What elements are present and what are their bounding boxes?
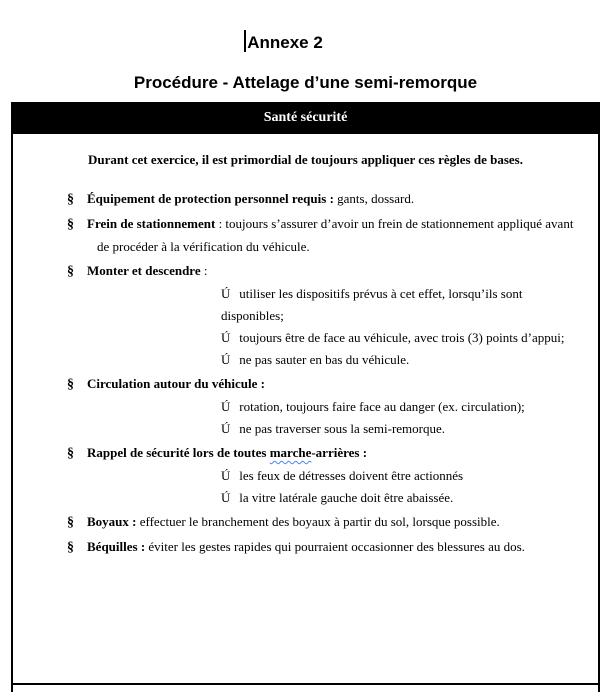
sub-bullet-item: Ú toujours être de face au véhicule, avec trois (3) points d’appui; — [97, 327, 584, 349]
list-item — [13, 373, 584, 440]
section-body — [11, 134, 600, 685]
section-sign-bullet: § — [67, 264, 74, 279]
sub-bullet-item: Ú les feux de détresses doivent être actionnés — [97, 465, 584, 487]
section-sign-bullet: § — [67, 377, 74, 392]
item-bold-text: Frein de stationnement — [87, 216, 216, 231]
page-title-text: Annexe 2 — [247, 33, 323, 52]
item-bold-text: Béquilles : — [87, 539, 146, 554]
arrow-bullet: Ú — [221, 330, 231, 345]
arrow-bullet: Ú — [221, 399, 231, 414]
sub-bullet-item: Ú ne pas sauter en bas du véhicule. — [97, 349, 584, 371]
section-header-bar: Santé sécurité — [11, 102, 600, 134]
item-regular-text: éviter les gestes rapides qui pourraient occasionner des blessures au dos. — [145, 539, 525, 554]
section-sign-bullet: § — [67, 192, 74, 207]
list-item — [13, 260, 584, 371]
item-regular-text: : — [200, 263, 208, 278]
item-regular-text: : toujours s’assurer d’avoir un frein de stationnement appliqué avant de procéder à la vérification du véhicule. — [97, 216, 574, 254]
section-sign-bullet: § — [67, 540, 74, 555]
sub-bullet-item: Ú ne pas traverser sous la semi-remorque. — [97, 418, 584, 440]
page-title — [0, 30, 611, 55]
sub-bullet-item: Ú rotation, toujours faire face au danger (ex. circulation); — [97, 396, 584, 418]
item-bold-text-after: -arrières : — [311, 445, 368, 460]
spellcheck-squiggle-text: marche — [269, 445, 312, 460]
arrow-bullet: Ú — [221, 468, 231, 483]
item-bold-text: Circulation autour du véhicule : — [87, 376, 265, 391]
text-cursor — [244, 30, 246, 52]
section-sign-bullet: § — [67, 515, 74, 530]
section-sign-bullet: § — [67, 446, 74, 461]
section-sign-bullet: § — [67, 217, 74, 232]
item-regular-text: effectuer le branchement des boyaux à partir du sol, lorsque possible. — [136, 514, 500, 529]
list-item — [13, 213, 584, 258]
safety-rules-list — [13, 188, 584, 559]
sub-bullet-item: Ú utiliser les dispositifs prévus à cet effet, lorsqu’ils sont disponibles; — [97, 283, 584, 327]
next-table-row-stub — [11, 685, 600, 692]
sub-bullet-group — [97, 283, 584, 371]
list-item — [13, 511, 584, 534]
list-item — [13, 442, 584, 509]
item-regular-text: gants, dossard. — [333, 191, 415, 206]
document-subtitle: Procédure - Attelage d’une semi-remorque — [133, 73, 478, 92]
arrow-bullet: Ú — [221, 286, 231, 301]
sub-bullet-item: Ú la vitre latérale gauche doit être abaissée. — [97, 487, 584, 509]
item-bold-text: Monter et descendre — [87, 263, 201, 278]
item-bold-text: Boyaux : — [87, 514, 137, 529]
arrow-bullet: Ú — [221, 421, 231, 436]
arrow-bullet: Ú — [221, 352, 231, 367]
list-item — [13, 536, 584, 559]
item-bold-text: Équipement de protection personnel requis : — [87, 191, 334, 206]
list-item — [13, 188, 584, 211]
intro-sentence: Durant cet exercice, il est primordial de toujours appliquer ces règles de bases. — [88, 152, 523, 167]
sub-bullet-group — [97, 465, 584, 509]
safety-table — [11, 102, 600, 692]
item-bold-text: Rappel de sécurité lors de toutes — [87, 445, 270, 460]
arrow-bullet: Ú — [221, 490, 231, 505]
sub-bullet-group — [97, 396, 584, 440]
